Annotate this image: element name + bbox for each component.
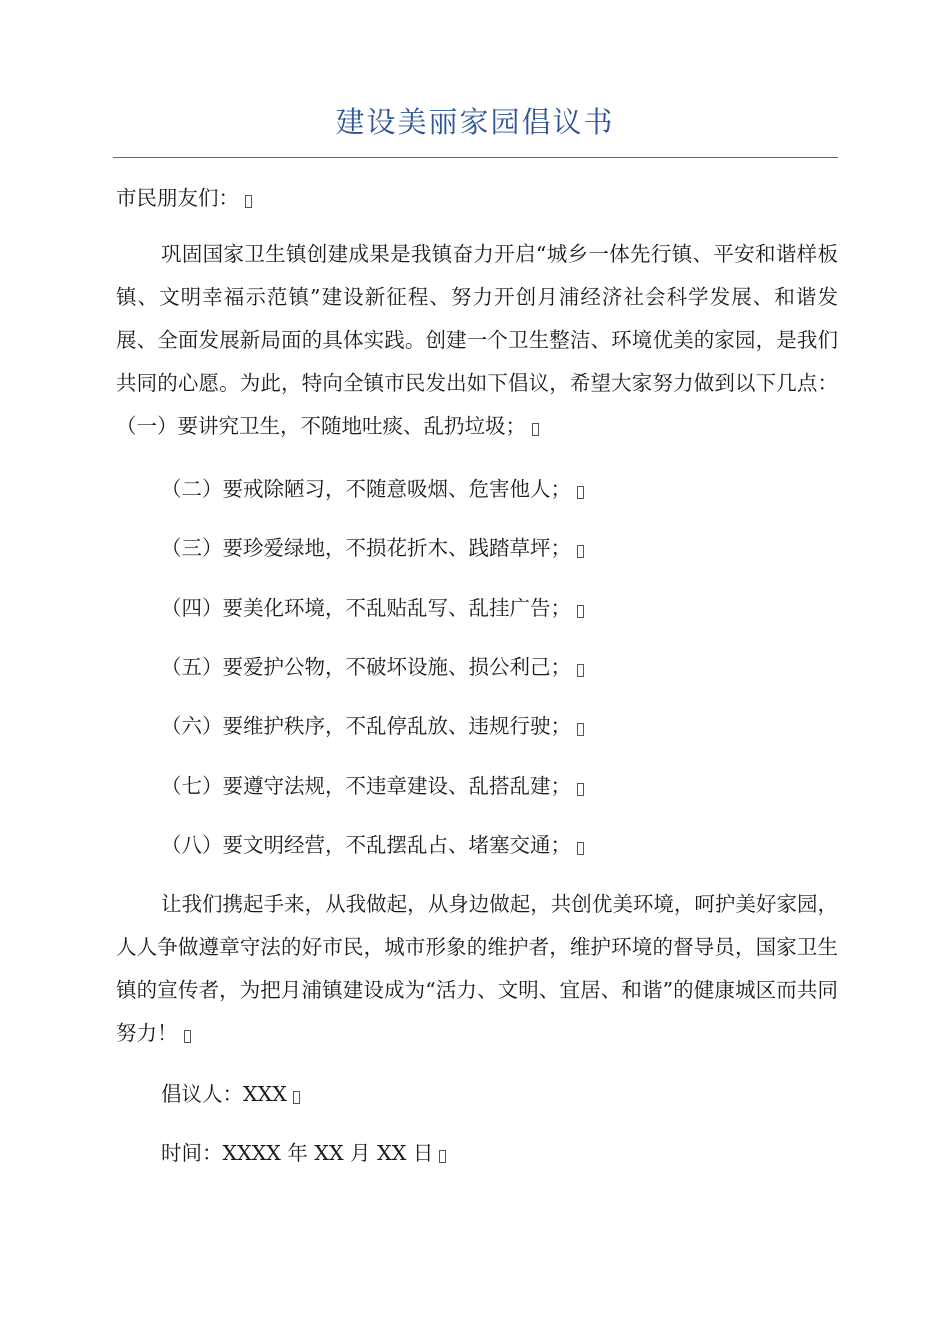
title-divider (113, 157, 838, 158)
paragraph-mark-icon (577, 605, 584, 618)
paragraph-mark-icon (293, 1091, 300, 1104)
paragraph-mark-icon (245, 195, 252, 208)
list-item (161, 831, 838, 860)
closing-text: 让我们携起手来，从我做起，从身边做起，共创优美环境，呵护美好家园，人人争做遵章守法的好市民，城市形象的维护者，维护环境的督导员，国家卫生镇的宣传者，为把月浦镇建设成为“活力、文明、宜居、和谐”的健康城区而共同努力！ (116, 892, 838, 1045)
list-item-text: （二）要戒除陋习，不随意吸烟、危害他人； (161, 477, 571, 501)
paragraph-mark-icon (184, 1030, 191, 1043)
salutation-line (116, 184, 838, 213)
list-item (161, 534, 838, 563)
list-item (161, 475, 838, 504)
list-item (161, 653, 838, 682)
date-line (161, 1139, 838, 1168)
intro-text: 巩固国家卫生镇创建成果是我镇奋力开启“城乡一体先行镇、平安和谐样板镇、文明幸福示范镇”建设新征程、努力开创月浦经济社会科学发展、和谐发展、全面发展新局面的具体实践。创建一个卫生整洁、环境优美的家园，是我们共同的心愿。为此，特向全镇市民发出如下倡议，希望大家努力做到以下几点：（一）要讲究卫生，不随地吐痰、乱扔垃圾； (116, 242, 838, 438)
intro-paragraph (116, 233, 838, 448)
list-item-text: （八）要文明经营，不乱摆乱占、堵塞交通； (161, 833, 571, 857)
paragraph-mark-icon (577, 664, 584, 677)
paragraph-mark-icon (577, 545, 584, 558)
salutation: 市民朋友们： (116, 186, 239, 210)
paragraph-mark-icon (532, 423, 539, 436)
list-item-text: （五）要爱护公物，不破坏设施、损公利己； (161, 655, 571, 679)
list-item-text: （六）要维护秩序，不乱停乱放、违规行驶； (161, 714, 571, 738)
paragraph-mark-icon (439, 1150, 446, 1163)
signer-line (161, 1080, 838, 1109)
paragraph-mark-icon (577, 842, 584, 855)
paragraph-mark-icon (577, 723, 584, 736)
signer: 倡议人：XXX (161, 1082, 287, 1106)
list-item (161, 594, 838, 623)
document-title: 建设美丽家园倡议书 (335, 105, 615, 139)
list-item-text: （七）要遵守法规，不违章建设、乱搭乱建； (161, 774, 571, 798)
paragraph-mark-icon (577, 783, 584, 796)
list-item (161, 712, 838, 741)
list-item-text: （四）要美化环境，不乱贴乱写、乱挂广告； (161, 596, 571, 620)
date: 时间：XXXX 年 XX 月 XX 日 (161, 1141, 434, 1165)
paragraph-mark-icon (577, 486, 584, 499)
list-item (161, 772, 838, 801)
list-item-text: （三）要珍爱绿地，不损花折木、践踏草坪； (161, 536, 571, 560)
closing-paragraph (116, 883, 838, 1055)
